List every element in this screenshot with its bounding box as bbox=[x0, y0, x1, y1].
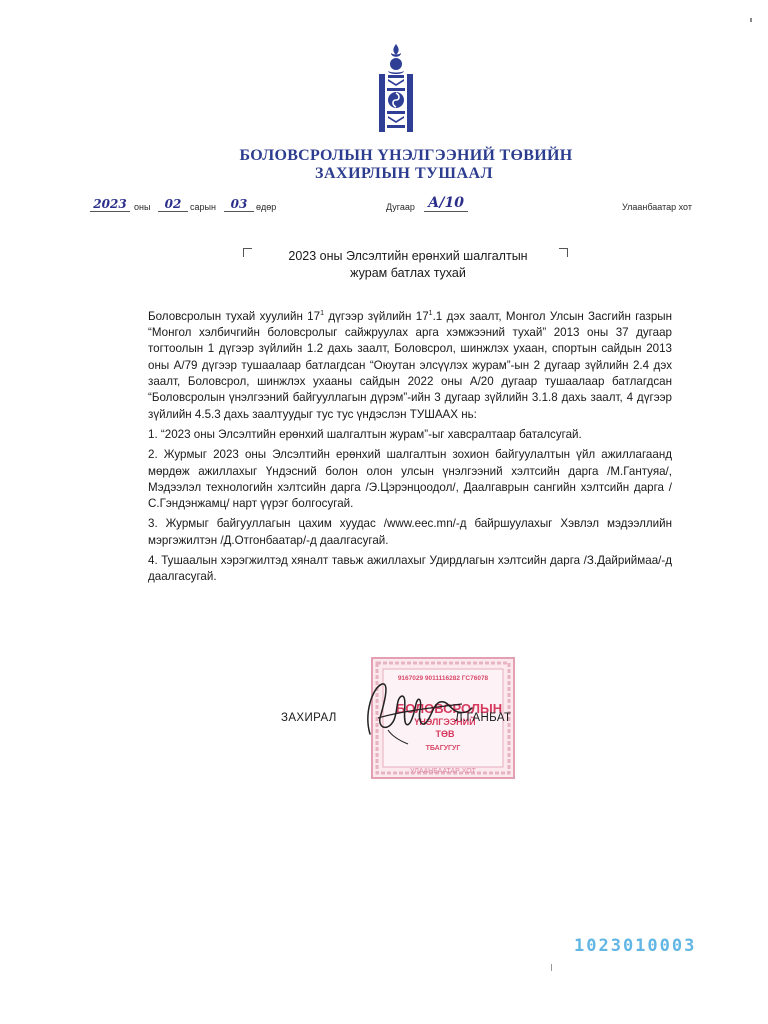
stamp-code: 9167029 9011116282 ГС76078 bbox=[397, 675, 489, 682]
preamble-paragraph: Боловсролын тухай хуулийн $17^1$ дүгээр зүйлийн $17^1.1$ дэх заалт, Монгол Улсын Засгийн газрын “Монгол хэлбичгийн боловсролыг сайжруулах арга хэмжээний тухай” 2013 оны 37 дугаар тогтоолын 1 дүгээр зүйлийн 1.2 дахь заалт, Боловсрол, шинжлэх ухаан, спортын сайдын 2013 оны А/79 дүгээр тушаалаар батлагдсан “Оюутан элсүүлэх журам”-ын 2 дугаар зүйлийн 2.4 дэх заалт, Боловсрол, шинжлэх ухааны сайдын 2022 оны А/20 дугаар тушаалаар батлагдсан “Боловсролын үнэлгээний байгууллагын дүрэм”-ийн 3 дугаар зүйлийн 3.1.8 дахь заалт, 4 дүгээр зүйлийн 4.5.3 дахь заалтуудыг тус тус үндэслэн ТУШААХ нь: bbox=[148, 309, 673, 421]
month-label: сарын bbox=[190, 202, 216, 212]
date-number-row bbox=[90, 196, 710, 212]
order-item-2: 2. Журмыг 2023 оны Элсэлтийн ерөнхий шалгалтын зохион байгуулалтын үйл ажиллагаанд мөрдөж ажиллахыг Үндэсний болон олон улсын үнэлгээний хэлтсийн дарга /М.Гантуяа/, Мэдээлэл технологийн хэлтсийн дарга /Э.Цэрэнцоодол/, Даалгаврын сангийн хэлтсийн дарга /С.Гэндэнжамц/ нарт үүрэг болгосугай. bbox=[148, 448, 672, 511]
director-name: Л.ГАНБАТ bbox=[455, 712, 512, 724]
handwritten-year: 2023 bbox=[90, 197, 130, 212]
stamp-line-4: ТБАГУГУГ bbox=[425, 745, 461, 752]
year-label: оны bbox=[134, 202, 151, 212]
stamp-line-2: ҮНЭЛГЭЭНИЙ bbox=[414, 717, 476, 727]
scan-speck bbox=[750, 18, 752, 22]
document-serial-number: 1023010003 bbox=[574, 936, 697, 956]
stamp-bottom: УЛААНБААТАР ХОТ bbox=[410, 768, 476, 775]
document-type: ЗАХИРЛЫН ТУШААЛ bbox=[315, 165, 493, 182]
order-item-4: 4. Тушаалын хэрэгжилтэд хяналт тавьж ажиллахыг Удирдлагын хэлтсийн дарга /З.Дайриймаа/-д даалгасугай. bbox=[148, 554, 672, 584]
soyombo-emblem-icon bbox=[377, 44, 415, 134]
city-label: Улаанбаатар хот bbox=[622, 202, 692, 212]
handwritten-month: 02 bbox=[158, 197, 188, 212]
director-title: ЗАХИРАЛ bbox=[281, 712, 337, 724]
stamp-line-1: БОЛОВСРОЛЫН bbox=[395, 701, 503, 716]
order-body bbox=[148, 306, 672, 586]
order-title-line1: 2023 оны Элсэлтийн ерөнхий шалгалтын bbox=[288, 249, 528, 263]
handwritten-signature bbox=[358, 674, 478, 754]
order-item-3: 3. Журмыг байгууллагын цахим хуудас /www.eec.mn/-д байршуулахыг Хэвлэл мэдээллийн мэргэжилтэн /Д.Отгонбаатар/-д даалгасугай. bbox=[148, 517, 672, 547]
stamp-line-3: ТӨВ bbox=[435, 729, 455, 739]
handwritten-day: 03 bbox=[224, 197, 254, 212]
order-title bbox=[250, 248, 566, 282]
number-label: Дугаар bbox=[386, 202, 415, 212]
order-item-1: 1. “2023 оны Элсэлтийн ерөнхий шалгалтын журам”-ыг хавсралтаар баталсугай. bbox=[148, 427, 582, 441]
day-label: өдөр bbox=[256, 202, 277, 212]
handwritten-order-number: А/10 bbox=[424, 195, 468, 212]
order-title-line2: журам батлах тухай bbox=[350, 266, 466, 280]
scan-speck bbox=[551, 964, 552, 971]
organization-name: БОЛОВСРОЛЫН ҮНЭЛГЭЭНИЙ ТӨВИЙН bbox=[239, 147, 573, 164]
